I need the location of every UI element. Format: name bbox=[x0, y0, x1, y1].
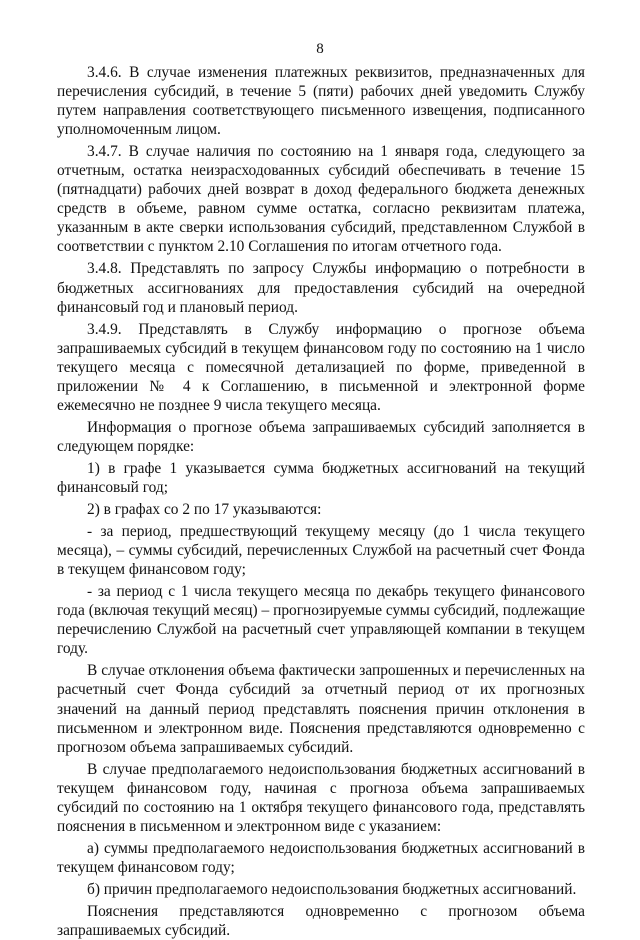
list-subitem-past-period: - за период, предшествующий текущему месяцу (до 1 числа текущего месяца), – суммы субсидий, перечисленных Службой на расчетный счет Фонда в текущем финансовом году; bbox=[57, 523, 585, 579]
paragraph-explanations: Пояснения представляются одновременно с прогнозом объема запрашиваемых субсидий. bbox=[57, 902, 585, 940]
paragraph-underuse: В случае предполагаемого недоиспользования бюджетных ассигнований в текущем финансовом году, начиная с прогноза объема запрашиваемых субсидий по состоянию на 1 октября текущего финансового года, представлять пояснения в письменном и электронном виде с указанием: bbox=[57, 760, 585, 835]
list-item-column-1: 1) в графе 1 указывается сумма бюджетных ассигнований на текущий финансовый год; bbox=[57, 459, 585, 496]
paragraph-3-4-9: 3.4.9. Представлять в Службу информацию о прогнозе объема запрашиваемых субсидий в текущем финансовом году по состоянию на 1 число текущего месяца с помесячной детализацией по форме, приведенной в приложении № 4 к Соглашению, в письменной и электронной форме ежемесячно не позднее 9 числа текущего месяца. bbox=[57, 320, 585, 414]
paragraph-forecast-order: Информация о прогнозе объема запрашиваемых субсидий заполняется в следующем порядке: bbox=[57, 418, 585, 455]
paragraph-3-4-8: 3.4.8. Представлять по запросу Службы информацию о потребности в бюджетных ассигнованиях для предоставления субсидий на очередной финансовый год и плановый период. bbox=[57, 260, 585, 316]
list-item-b: б) причин предполагаемого недоиспользования бюджетных ассигнований. bbox=[87, 880, 577, 898]
paragraph-3-4-7: 3.4.7. В случае наличия по состоянию на 1 января года, следующего за отчетным, остатка неизрасходованных субсидий обеспечивать в течение 15 (пятнадцати) рабочих дней возврат в доход федерального бюджета денежных средств в объеме, равном сумме остатка, согласно реквизитам платежа, указанным в акте сверки использования субсидий, представленном Службой в соответствии с пунктом 2.10 Соглашения по итогам отчетного года. bbox=[57, 143, 585, 256]
document-body bbox=[57, 63, 585, 940]
list-subitem-future-period: - за период с 1 числа текущего месяца по декабрь текущего финансового года (включая текущий месяц) – прогнозируемые суммы субсидий, подлежащие перечислению Службой на расчетный счет управляющей компании в текущем году. bbox=[57, 583, 585, 658]
paragraph-deviation: В случае отклонения объема фактически запрошенных и перечисленных на расчетный счет Фонда субсидий за отчетный период от их прогнозных значений на данный период представлять пояснения причин отклонения в письменном и электронном виде. Пояснения представляются одновременно с прогнозом объема запрашиваемых субсидий. bbox=[57, 662, 585, 756]
list-item-a: а) суммы предполагаемого недоиспользования бюджетных ассигнований в текущем финансовом году; bbox=[57, 839, 585, 876]
paragraph-3-4-6: 3.4.6. В случае изменения платежных реквизитов, предназначенных для перечисления субсидий, в течение 5 (пяти) рабочих дней уведомить Службу путем направления соответствующего письменного извещения, подписанного уполномоченным лицом. bbox=[57, 64, 585, 139]
list-item-columns-2-17: 2) в графах со 2 по 17 указываются: bbox=[87, 501, 322, 519]
page-number: 8 bbox=[316, 41, 324, 57]
